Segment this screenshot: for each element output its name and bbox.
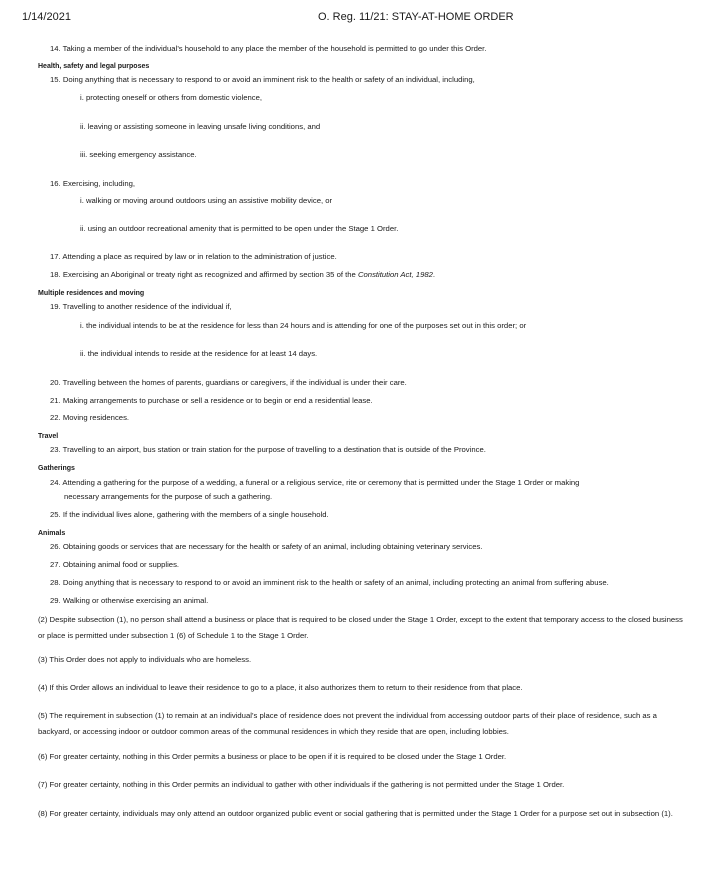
item-24-continued: necessary arrangements for the purpose of such a gathering. <box>64 492 273 501</box>
heading-multiple-residences: Multiple residences and moving <box>38 290 145 297</box>
item-23: 23. Travelling to an airport, bus station or train station for the purpose of travelling to a destination that is outside of the Province. <box>50 445 486 454</box>
item-18-citation: Constitution Act, 1982 <box>357 270 433 279</box>
subsection-6: (6) For greater certainty, nothing in this Order permits a business or place to be open if it is required to be closed under the Stage 1 Order. <box>38 752 507 761</box>
item-22: 22. Moving residences. <box>50 413 130 422</box>
item-14: 14. Taking a member of the individual’s household to any place the member of the household is permitted to go under this Order. <box>50 44 487 53</box>
subsection-4: (4) If this Order allows an individual to leave their residence to go to a place, it also authorizes them to return to their residence from that place. <box>38 683 523 692</box>
item-15-i: i. protecting oneself or others from domestic violence, <box>80 93 263 102</box>
item-29: 29. Walking or otherwise exercising an animal. <box>50 596 209 605</box>
item-21: 21. Making arrangements to purchase or sell a residence or to begin or end a residential lease. <box>50 396 373 405</box>
item-17: 17. Attending a place as required by law or in relation to the administration of justice. <box>50 252 337 261</box>
item-18-text: 18. Exercising an Aboriginal or treaty right as recognized and affirmed by section 35 of the <box>50 270 358 279</box>
item-19-i: i. the individual intends to be at the residence for less than 24 hours and is attending for one of the purposes set out in this order; or <box>80 321 527 330</box>
heading-health-safety-legal: Health, safety and legal purposes <box>38 63 150 70</box>
subsection-8: (8) For greater certainty, individuals may only attend an outdoor organized public event or social gathering that is permitted under the Stage 1 Order for a purpose set out in subsection (1). <box>38 809 673 818</box>
item-15: 15. Doing anything that is necessary to respond to or avoid an imminent risk to the health or safety of an individual, including, <box>50 75 475 84</box>
item-19-ii: ii. the individual intends to reside at the residence for at least 14 days. <box>80 349 318 358</box>
item-16-i: i. walking or moving around outdoors using an assistive mobility device, or <box>80 196 333 205</box>
heading-gatherings: Gatherings <box>38 465 75 472</box>
item-20: 20. Travelling between the homes of parents, guardians or caregivers, if the individual is under their care. <box>50 378 407 387</box>
subsection-3: (3) This Order does not apply to individuals who are homeless. <box>38 655 252 664</box>
heading-travel: Travel <box>38 433 59 440</box>
item-16-ii: ii. using an outdoor recreational amenity that is permitted to be open under the Stage 1 Order. <box>80 224 399 233</box>
item-19: 19. Travelling to another residence of the individual if, <box>50 302 232 311</box>
print-date: 1/14/2021 <box>22 11 71 23</box>
item-18-end: . <box>432 270 436 279</box>
item-18 <box>50 268 435 281</box>
item-26: 26. Obtaining goods or services that are necessary for the health or safety of an animal, including obtaining veterinary services. <box>50 542 483 551</box>
item-27: 27. Obtaining animal food or supplies. <box>50 560 180 569</box>
subsection-7: (7) For greater certainty, nothing in this Order permits an individual to gather with other individuals if the gathering is not permitted under the Stage 1 Order. <box>38 780 565 789</box>
item-15-ii: ii. leaving or assisting someone in leaving unsafe living conditions, and <box>80 122 321 131</box>
item-16: 16. Exercising, including, <box>50 179 136 188</box>
heading-animals: Animals <box>38 530 66 537</box>
item-15-iii: iii. seeking emergency assistance. <box>80 150 197 159</box>
subsection-2: (2) Despite subsection (1), no person shall attend a business or place that is required to be closed under the Stage 1 Order, except to the extent that temporary access to the closed business or place is permitted under subsection 1 (6) of Schedule 1 to the Stage 1 Order. <box>38 615 683 640</box>
subsection-5: (5) The requirement in subsection (1) to remain at an individual’s place of residence does not prevent the individual from accessing outdoor parts of their place of residence, such as a backyard, or accessing indoor or outdoor common areas of the communal residences in which they reside that are open, including lobbies. <box>38 711 657 736</box>
item-25: 25. If the individual lives alone, gathering with the members of a single household. <box>50 510 329 519</box>
page-title: O. Reg. 11/21: STAY-AT-HOME ORDER <box>318 11 514 23</box>
item-28: 28. Doing anything that is necessary to respond to or avoid an imminent risk to the health or safety of an animal, including protecting an animal from suffering abuse. <box>50 578 609 587</box>
item-24: 24. Attending a gathering for the purpose of a wedding, a funeral or a religious service, rite or ceremony that is permitted under the Stage 1 Order or making <box>50 478 580 487</box>
